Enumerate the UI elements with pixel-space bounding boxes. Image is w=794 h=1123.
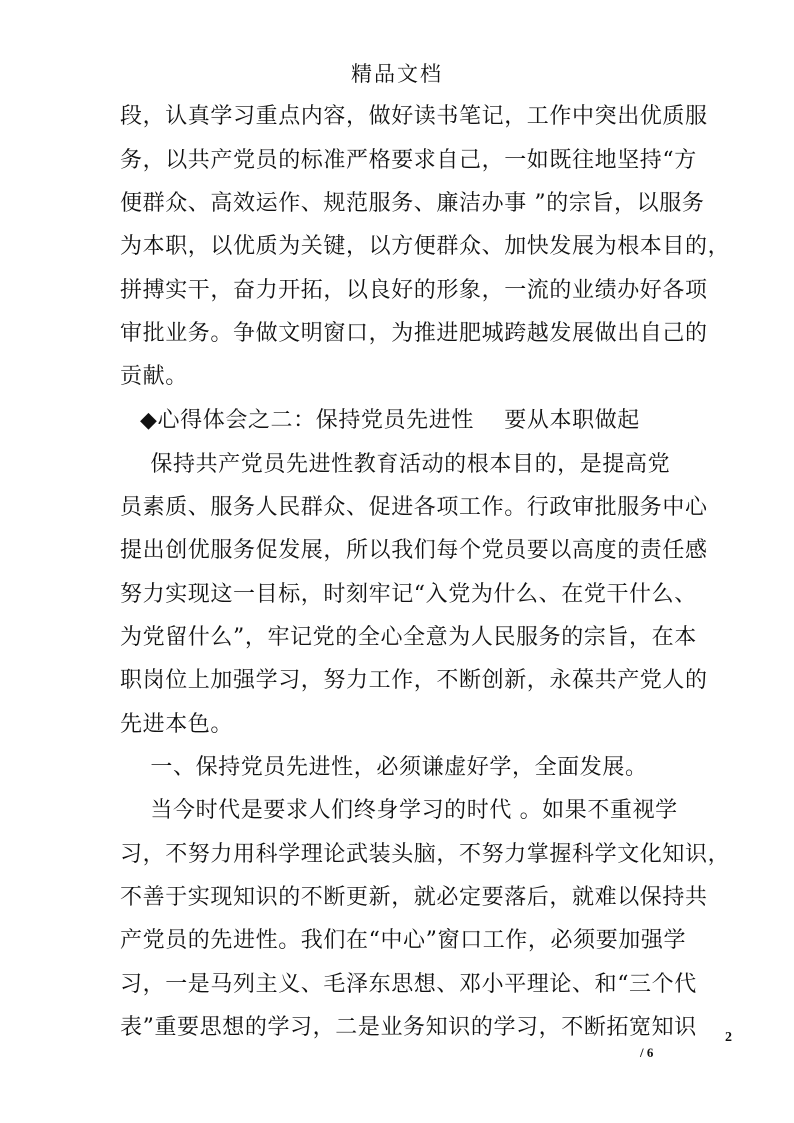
text-line: 不善于实现知识的不断更新，就必定要落后，就难以保持共	[120, 885, 708, 910]
text-line: 提出创优服务促发展，所以我们每个党员要以高度的责任感	[120, 538, 708, 563]
text-line: 审批业务。争做文明窗口，为推进肥城跨越发展做出自己的	[120, 321, 708, 346]
text-line: 当今时代是要求人们终身学习的时代 。如果不重视学	[120, 798, 678, 823]
page-total: / 6	[640, 1045, 654, 1060]
text-line: 段，认真学习重点内容，做好读书笔记，工作中突出优质服	[120, 104, 708, 129]
text-line: 习，不努力用科学理论武装头脑，不努力掌握科学文化知识，	[120, 842, 731, 867]
text-line: 习，一是马列主义、毛泽东思想、邓小平理论、和“三个代	[120, 972, 697, 997]
text-line: 务，以共产党员的标准严格要求自己，一如既往地坚持“方	[120, 148, 697, 173]
text-line: 贡献。	[120, 364, 188, 389]
text-line: 拼搏实干，奋力开拓，以良好的形象，一流的业绩办好各项	[120, 278, 708, 303]
text-line: 员素质、服务人民群众、促进各项工作。行政审批服务中心	[120, 495, 708, 520]
subheading-line: 一、保持党员先进性，必须谦虚好学，全面发展。	[120, 755, 648, 780]
text-line: 产党员的先进性。我们在“中心”窗口工作，必须要加强学	[120, 928, 687, 953]
text-line: 为党留什么”，牢记党的全心全意为人民服务的宗旨，在本	[120, 625, 697, 650]
section-heading: ◆心得体会之二：保持党员先进性 要从本职做起	[140, 408, 640, 433]
text-line: 先进本色。	[120, 712, 234, 737]
page-number: 2	[725, 1030, 732, 1045]
text-line: 表”重要思想的学习，二是业务知识的学习，不断拓宽知识	[120, 1015, 697, 1040]
document-header: 精品文档	[351, 62, 443, 86]
text-line: 保持共产党员先进性教育活动的根本目的，是提高党	[120, 452, 671, 477]
text-line: 努力实现这一目标，时刻牢记“入党为什么、在党干什么、	[120, 582, 697, 607]
text-line: 便群众、高效运作、规范服务、廉洁办事 ”的宗旨，以服务	[120, 191, 705, 216]
text-line: 职岗位上加强学习，努力工作，不断创新，永葆共产党人的	[120, 668, 708, 693]
text-line: 为本职，以优质为关键，以方便群众、加快发展为根本目的，	[120, 234, 731, 259]
